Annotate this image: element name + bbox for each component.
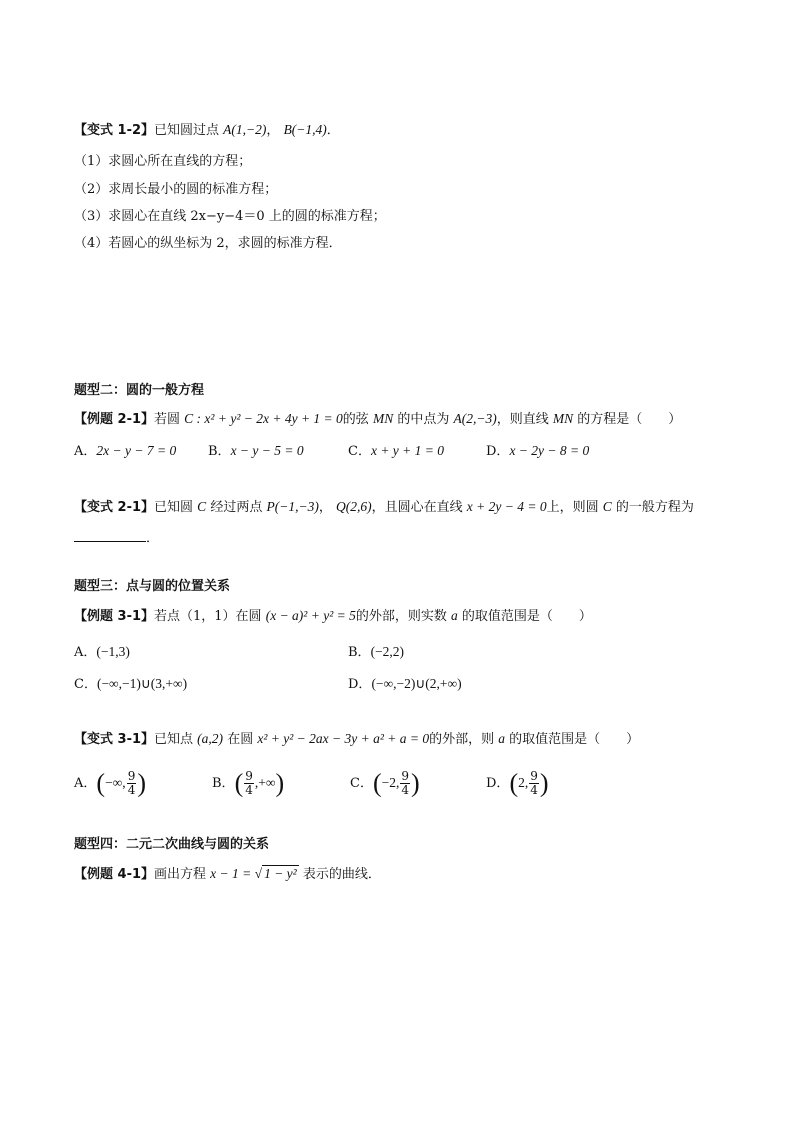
question-1: （1）求圆心所在直线的方程； (74, 154, 252, 169)
option-c: C．(−∞,−1)∪(3,+∞) (74, 676, 188, 692)
point: (a,2) (197, 731, 224, 746)
variant-2-1: 【变式 2-1】已知圆 C 经过两点 P(−1,−3)， Q(2,6)，且圆心在直线 x + 2y − 4 = 0上，则圆 C 的一般方程为 (74, 499, 694, 515)
sqrt-sign: √ (254, 866, 263, 881)
fraction: $\frac{9}{4}$ (245, 769, 253, 797)
point-a: A(1,−2) (223, 122, 267, 137)
circle-equation: (x − a)² + y² = 5 (265, 608, 356, 623)
point-q: Q(2,6) (335, 499, 372, 514)
option-b: B．x − y − 5 = 0 (208, 443, 304, 459)
line-equation: x + 2y − 4 = 0 (466, 499, 547, 514)
midpoint: A(2,−3) (453, 411, 497, 426)
example-3-1: 【例题 3-1】若点（1，1）在圆 (x − a)² + y² = 5的外部，则实数 a 的取值范围是（ ） (74, 608, 592, 624)
fraction: $\frac{9}{4}$ (530, 769, 538, 797)
problem-tag: 【变式 1-2】 (74, 123, 155, 138)
problem-tag: 【例题 4-1】 (74, 867, 155, 882)
question-2: （2）求周长最小的圆的标准方程； (74, 182, 278, 197)
option-b: B．( $\frac{9}{4}$ ,+∞) (212, 768, 285, 798)
problem-variant-1-2: 【变式 1-2】已知圆过点 A(1,−2)， B(−1,4)． (74, 122, 340, 138)
option-d: D．(−∞,−2)∪(2,+∞) (348, 676, 462, 692)
example-2-1: 【例题 2-1】若圆 C : x² + y² − 2x + 4y + 1 = 0的弦 MN 的中点为 A(2,−3)，则直线 MN 的方程是（ ） (74, 411, 682, 427)
problem-tag: 【例题 2-1】 (74, 412, 155, 427)
question-3: （3）求圆心在直线 2x−y−4＝0 上的圆的标准方程； (74, 209, 386, 224)
section-title-3: 题型三：点与圆的位置关系 (74, 579, 231, 594)
answer-blank-line: ． (74, 527, 159, 549)
equation-lhs: x − 1 = (210, 866, 255, 881)
circle-equation: x² + y² − 2ax − 3y + a² + a = 0 (257, 731, 430, 746)
problem-tag: 【例题 3-1】 (74, 609, 155, 624)
problem-tag: 【变式 3-1】 (74, 732, 155, 747)
option-c: C．(−2, $\frac{9}{4}$ ) (350, 768, 420, 798)
section-title-4: 题型四：二元二次曲线与圆的关系 (74, 837, 270, 852)
answer-blank (74, 527, 146, 542)
question-4: （4）若圆心的纵坐标为 2，求圆的标准方程． (74, 236, 342, 251)
example-4-1: 【例题 4-1】画出方程 x − 1 = √ 1 − y² 表示的曲线． (74, 866, 381, 882)
option-a: A．2x − y − 7 = 0 (74, 443, 177, 459)
radicand: 1 − y² (264, 866, 297, 881)
point-p: P(−1,−3) (266, 499, 319, 514)
section-title-2: 题型二：圆的一般方程 (74, 383, 205, 398)
point-b: B(−1,4) (283, 122, 327, 137)
option-a: A．(−1,3) (74, 644, 130, 660)
fraction: $\frac{9}{4}$ (127, 769, 136, 797)
option-c: C．x + y + 1 = 0 (348, 443, 445, 459)
circle-equation: C : x² + y² − 2x + 4y + 1 = 0 (184, 411, 343, 426)
option-d: D．(2, $\frac{9}{4}$ ) (486, 768, 549, 798)
option-a: A．(−∞, $\frac{9}{4}$ ) (74, 768, 146, 798)
variant-3-1: 【变式 3-1】已知点 (a,2) 在圆 x² + y² − 2ax − 3y + a² + a = 0的外部，则 a 的取值范围是（ ） (74, 731, 640, 747)
problem-tag: 【变式 2-1】 (74, 500, 155, 515)
fraction: $\frac{9}{4}$ (401, 769, 410, 797)
option-d: D．x − 2y − 8 = 0 (486, 443, 590, 459)
option-b: B．(−2,2) (348, 644, 405, 660)
